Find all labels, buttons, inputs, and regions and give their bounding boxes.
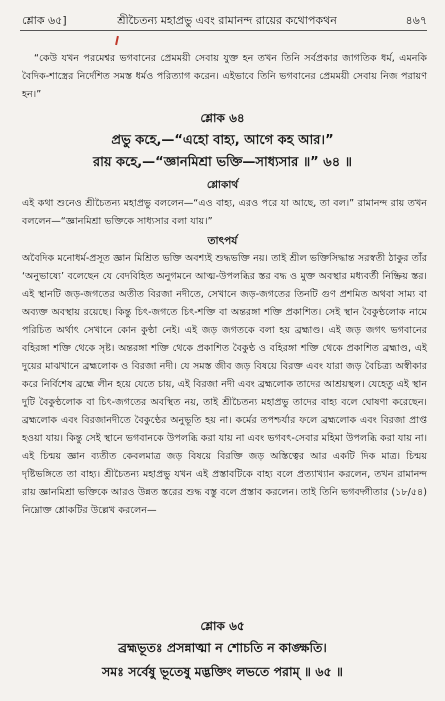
verse-64-line-2: রায় কহে,—“জ্ঞানমিশ্রা ভক্তি—সাধ্যসার ॥” ৬৪ ॥ <box>92 155 353 170</box>
verse-64-heading: শ্লোক ৬৪ <box>200 111 245 125</box>
verse-65-line-2: সমঃ সর্বেষু ভূতেষু মদ্ভক্তিং লভতে পরাম্ ॥ ৬৫ ॥ <box>102 664 343 679</box>
verse-64-line-1: প্রভু কহে,—“এহো বাহ্য, আগে কহ আর।” <box>111 133 334 148</box>
verse-65-line-1: ব্রহ্মভূতঃ প্রসন্নাত্মা ন শোচতি ন কাঙ্ক্ষতি। <box>118 640 327 655</box>
purport-text: অবৈদিক মনোধর্ম-প্রসূত জ্ঞান মিশ্রিত ভক্তি অবশ্যই শুদ্ধভক্তি নয়। তাই শ্রীল ভক্তিসিদ্ধান্ত সরস্বতী ঠাকুর তাঁর ‘অনুভাষ্যে’ বলেছেন যে বেদবিহিত অনুগমনে আত্ম-উপলব্ধির স্তর বদ্ধ ও মুক্ত অবস্থার মধ্যবর্তী নিষ্ক্রিয় স্তর। এই স্থানটি জড়-জগতের অতীত বিরজা নদীতে, সেখানে জড়-জগতের তিনটি গুণ প্রশমিত অথবা সাম্য বা অব্যক্ত অবস্থায় রয়েছে। কিন্তু চিৎ-জগতে চিৎ-শক্তি বা অন্তরঙ্গা শক্তি প্রকাশিত। সেই স্থান বৈকুণ্ঠলোক নামে পরিচিত অর্থাৎ সেখানে কোন কুণ্ঠা নেই। এই জড় জগতকে বলা হয় ব্রহ্মাণ্ড। এই জড় জগৎ ভগবানের বহিরঙ্গা শক্তি থেকে সৃষ্ট। অন্তরঙ্গা শক্তি থেকে প্রকাশিত বৈকুণ্ঠ ও বহিরঙ্গা শক্তি থেকে প্রকাশিত ব্রহ্মাণ্ড, এই দুয়ের মাঝখানে ব্রহ্মলোক ও বিরজা নদী। যে সমস্ত জীব জড় বিষয়ে বিরক্ত এবং যারা জড় বৈচিত্র্য অস্বীকার করে নির্বিশেষ ব্রহ্মে লীন হয়ে যেতে চায়, এই বিরজা নদী এবং ব্রহ্মলোক তাদের আশ্রয়স্থল। যেহেতু এই স্থান দুটি বৈকুণ্ঠলোক বা চিৎ-জগতের অবস্থিত নয়, তাই শ্রীচৈতন্য মহাপ্রভু তাদের বাহ্য বলে ঘোষণা করেছেন। ব্রহ্মলোক এবং বিরজানদীতে বৈকুণ্ঠের অনুভূতি হয় না। কর্মের তপশ্চর্যার ফলে ব্রহ্মলোক এবং বিরজা প্রাপ্ত হওয়া যায়। কিন্তু সেই স্থানে ভগবানকে উপলব্ধি করা যায় না এবং ভগবৎ-সেবার মহিমা উপলব্ধি করা যায় না। এই চিন্ময় জ্ঞান ব্যতীত কেবলমাত্র জড় বিষয়ে বিরক্তি জড় অস্তিত্বের আর একটি দিক মাত্র। চিন্ময় দৃষ্টিভঙ্গিতে তা বাহ্য। শ্রীচৈতন্য মহাপ্রভু যখন এই প্রস্তাবটিকে বাহ্য বলে প্রত্যাখ্যান করলেন, তখন রামানন্দ রায় জ্ঞানমিশ্রা ভক্তিকে আরও উন্নত স্তরের শুদ্ধ বস্তু বলে প্রস্তাব করলেন। তাই তিনি ভগবদ্গীতার (১৮/৫৪) নিম্নোক্ত শ্লোকটির উল্লেখ করলেন— <box>22 253 427 516</box>
chapter-title: শ্রীচৈতন্য মহাপ্রভু এবং রামানন্দ রায়ের কথোপকথন <box>117 14 337 27</box>
page-number: ৪৬৭ <box>405 14 427 27</box>
verse-reference: শ্লোক ৬৫] <box>22 14 67 27</box>
translation-text: এই কথা শুনেও শ্রীচৈতন্য মহাপ্রভু বললেন—“এও বাহ্য, এরও পরে যা আছে, তা বল।” রামানন্দ রায় তখন বললেন—“জ্ঞানমিশ্রা ভক্তিকে সাধ্যসার বলা যায়।” <box>22 198 427 227</box>
purport-heading: তাৎপর্য <box>207 235 238 247</box>
intro-paragraph: “কেউ যখন পরমেশ্বর ভগবানের প্রেমময়ী সেবায় যুক্ত হন তখন তিনি সর্বপ্রকার জাগতিক ধর্ম, এমনকি বৈদিক-শাস্ত্রের নির্দেশিত সমস্ত ধর্মও পরিত্যাগ করেন। এইভাবে তিনি ভগবানের প্রেমময়ী সেবায় নিজ পরায়ণ হন।” <box>22 53 427 100</box>
header-divider <box>20 30 427 31</box>
page-header <box>22 10 427 30</box>
red-pen-mark <box>115 36 119 45</box>
translation-heading: শ্লোকার্থ <box>206 179 239 191</box>
verse-65-heading: শ্লোক ৬৫ <box>200 619 245 633</box>
